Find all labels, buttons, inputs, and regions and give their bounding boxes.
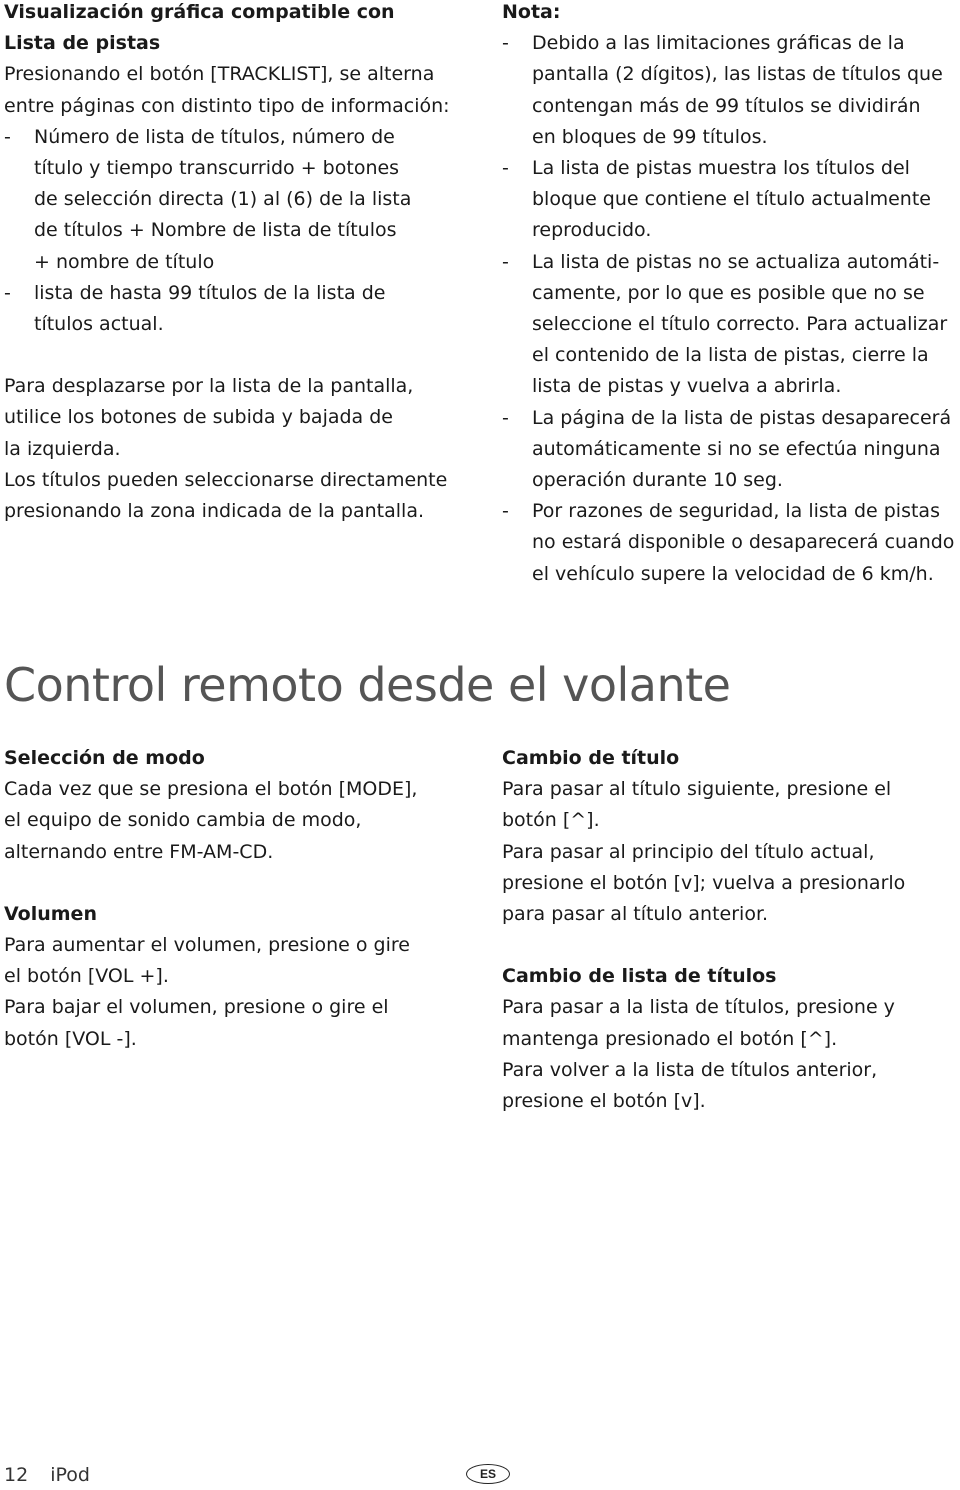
list-item-line: contengan más de 99 títulos se dividirán — [532, 94, 921, 117]
list-change-heading: Cambio de lista de títulos — [502, 965, 777, 988]
paragraph-gap — [4, 868, 474, 899]
paragraph-line: mantenga presionado el botón [^]. — [502, 1027, 838, 1050]
list-item-line: La página de la lista de pistas desaparecerá — [532, 406, 952, 429]
page-number: 12 — [4, 1464, 29, 1486]
note-heading: Nota: — [502, 1, 561, 23]
list-item-line: bloque que contiene el título actualmente — [532, 188, 931, 211]
list-item-line: La lista de pistas muestra los títulos del — [532, 157, 910, 180]
upper-right-column — [502, 0, 960, 590]
paragraph-gap — [502, 930, 960, 961]
list-item-line: seleccione el título correcto. Para actualizar — [532, 313, 948, 336]
upper-left-column — [4, 0, 474, 527]
paragraph-line: la izquierda. — [4, 437, 121, 460]
paragraph-line: presione el botón [v]. — [502, 1090, 706, 1113]
list-item-line: lista de pistas y vuelva a abrirla. — [532, 375, 842, 398]
list-item-line: Por razones de seguridad, la lista de pistas — [532, 500, 940, 523]
list-item — [502, 247, 960, 403]
paragraph-line: utilice los botones de subida y bajada de — [4, 406, 393, 429]
volume-heading: Volumen — [4, 902, 97, 925]
list-marker: - — [4, 281, 11, 304]
language-badge: ES — [466, 1464, 510, 1484]
paragraph-line: Para pasar a la lista de títulos, presione y — [502, 996, 895, 1019]
list-item-line: automáticamente si no se efectúa ninguna — [532, 437, 941, 460]
list-item-line: Número de lista de títulos, número de — [34, 125, 395, 148]
list-item-line: títulos actual. — [34, 313, 164, 336]
list-item — [4, 278, 474, 340]
paragraph-line: el botón [VOL +]. — [4, 965, 169, 988]
list-item-line: título y tiempo transcurrido + botones — [34, 157, 400, 180]
list-item-line: en bloques de 99 títulos. — [532, 125, 768, 148]
list-item — [502, 28, 960, 153]
paragraph-line: Los títulos pueden seleccionarse directamente — [4, 468, 448, 491]
paragraph-line: Para desplazarse por la lista de la pantalla, — [4, 375, 414, 398]
paragraph-line: Para pasar al principio del título actual, — [502, 840, 875, 863]
list-item-line: reproducido. — [532, 219, 652, 242]
paragraph-line: presionando la zona indicada de la pantalla. — [4, 500, 425, 523]
paragraph-line: alternando entre FM-AM-CD. — [4, 840, 274, 863]
list-item-line: Debido a las limitaciones gráficas de la — [532, 32, 905, 55]
section-label: iPod — [50, 1464, 90, 1486]
paragraph-line: Para aumentar el volumen, presione o gire — [4, 934, 410, 957]
list-item — [502, 496, 960, 590]
list-marker: - — [502, 406, 509, 429]
list-item-line: pantalla (2 dígitos), las listas de títulos que — [532, 63, 943, 86]
list-item-line: operación durante 10 seg. — [532, 469, 783, 492]
list-item — [502, 153, 960, 247]
list-marker: - — [502, 157, 509, 180]
list-item-line: de títulos + Nombre de lista de títulos — [34, 219, 397, 242]
paragraph-line: para pasar al título anterior. — [502, 903, 769, 926]
list-item — [4, 122, 474, 278]
list-item-line: el vehículo supere la velocidad de 6 km/h. — [532, 562, 934, 585]
paragraph-line: botón [VOL -]. — [4, 1027, 137, 1050]
list-item-line: + nombre de título — [34, 250, 215, 273]
list-item-line: La lista de pistas no se actualiza automáti- — [532, 250, 940, 273]
paragraph-gap — [4, 340, 474, 371]
section-title: Control remoto desde el volante — [4, 658, 731, 712]
paragraph-line: Para volver a la lista de títulos anterior, — [502, 1058, 878, 1081]
mode-heading: Selección de modo — [4, 747, 205, 769]
paragraph-line: Para bajar el volumen, presione o gire el — [4, 996, 389, 1019]
heading-line: Lista de pistas — [4, 32, 161, 55]
list-item — [502, 403, 960, 497]
paragraph-line: botón [^]. — [502, 809, 600, 832]
list-item-line: no estará disponible o desaparecerá cuando — [532, 531, 955, 554]
list-item-line: lista de hasta 99 títulos de la lista de — [34, 281, 386, 304]
list-marker: - — [502, 250, 509, 273]
heading-line: Visualización gráfica compatible con — [4, 1, 395, 23]
paragraph-line: Cada vez que se presiona el botón [MODE], — [4, 778, 418, 801]
list-item-line: de selección directa (1) al (6) de la lista — [34, 188, 412, 211]
intro-line: entre páginas con distinto tipo de información: — [4, 94, 450, 117]
lower-right-column — [502, 743, 960, 1117]
page-footer — [4, 1460, 90, 1490]
paragraph-line: Para pasar al título siguiente, presione el — [502, 778, 892, 801]
paragraph-line: presione el botón [v]; vuelva a presionarlo — [502, 871, 906, 894]
list-item-line: camente, por lo que es posible que no se — [532, 281, 925, 304]
list-marker: - — [4, 125, 11, 148]
list-item-line: el contenido de la lista de pistas, cierre la — [532, 344, 929, 367]
list-marker: - — [502, 32, 509, 55]
list-marker: - — [502, 500, 509, 523]
lower-left-column — [4, 743, 474, 1055]
intro-line: Presionando el botón [TRACKLIST], se alterna — [4, 63, 435, 86]
paragraph-line: el equipo de sonido cambia de modo, — [4, 809, 362, 832]
title-change-heading: Cambio de título — [502, 747, 680, 769]
